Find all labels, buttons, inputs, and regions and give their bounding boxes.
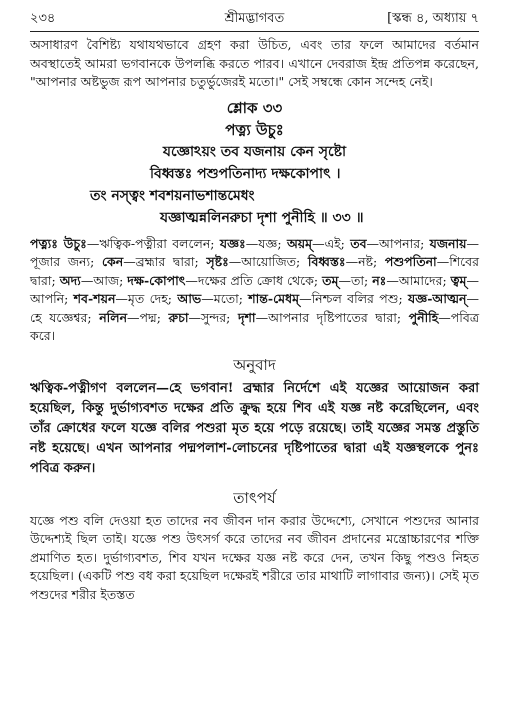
verse-line-1: যজ্ঞোঽয়ং তব যজনায় কেন সৃষ্টো xyxy=(162,143,347,160)
synonym-meaning: —যজ্ঞ; xyxy=(245,235,287,251)
synonym-meaning: —পদ্ম; xyxy=(127,309,169,325)
synonym-word: পত্ন্যঃ উচুঃ xyxy=(30,235,87,251)
synonym-meaning: —আপনার দৃষ্টিপাতের দ্বারা; xyxy=(255,309,409,325)
synonym-meaning: —নিশ্চল বলির পশু; xyxy=(299,291,409,306)
synonym-word: বিধ্বস্তঃ xyxy=(307,254,346,269)
synonym-meaning: —হে যজ্ঞেশ্বর; xyxy=(30,291,479,325)
synonym-word: যজ্ঞ-আত্মন্ xyxy=(408,291,467,306)
synonym-meaning: —শিবের দ্বারা; xyxy=(30,254,480,288)
synonym-meaning: —আজ; xyxy=(80,272,128,288)
translation-heading: অনুবাদ xyxy=(233,355,276,374)
synonym-word: দক্ষ-কোপাৎ xyxy=(127,272,186,288)
chapter-reference: [স্কন্ধ ৪, অধ্যায় ৭ xyxy=(387,11,479,26)
verse-line-4: যজ্ঞাত্মন্নলিনরুচা দৃশা পুনীহি ॥ ৩৩ ॥ xyxy=(160,209,364,226)
synonym-word: শান্ত-মেধম্ xyxy=(248,291,300,306)
synonym-word: কেন xyxy=(101,254,124,269)
header-rule xyxy=(30,31,479,32)
book-title: শ্রীমদ্ভাগবত xyxy=(224,11,285,26)
synonym-meaning: —মতো; xyxy=(201,291,249,306)
synonym-meaning: —দক্ষের প্রতি ক্রোধ থেকে; xyxy=(185,272,323,288)
synonym-word: তম্ xyxy=(322,272,339,288)
synonym-meaning: —পবিত্র করে। xyxy=(30,309,479,343)
synonym-word: নঃ xyxy=(372,272,387,288)
synonym-word: অদ্য xyxy=(59,272,81,288)
synonym-word: পুনীহি xyxy=(408,309,439,325)
page-body xyxy=(30,36,479,604)
synonym-word: যজনায় xyxy=(429,235,467,251)
synonym-meaning: —নষ্ট; xyxy=(345,254,385,269)
synonym-word: তব xyxy=(350,235,367,251)
synonym-word: পশুপতিনা xyxy=(384,254,437,269)
synonym-meaning: —সুন্দর; xyxy=(188,309,238,325)
synonym-word: ত্বম্ xyxy=(450,272,467,288)
synonym-word: আভ xyxy=(177,291,202,306)
page-header xyxy=(30,8,479,30)
synonym-meaning: —ঋত্বিক-পত্নীরা বললেন; xyxy=(86,235,220,251)
synonym-meaning: —মৃত দেহ; xyxy=(115,291,178,306)
purport-heading: তাৎপর্য xyxy=(233,488,276,507)
synonym-meaning: —পূজার জন্য; xyxy=(30,235,479,269)
page-number: ২৩৪ xyxy=(30,11,56,26)
verse-speaker: পত্ন্য উচুঃ xyxy=(225,120,284,139)
synonym-word: যজ্ঞঃ xyxy=(219,235,246,251)
synonym-meaning: —আপনার; xyxy=(366,235,430,251)
verse-line-2: বিধ্বস্তঃ পশুপতিনাদ্য দক্ষকোপাৎ । xyxy=(150,165,341,182)
synonym-word: দৃশা xyxy=(237,309,256,325)
translation-paragraph: ঋত্বিক-পত্নীগণ বললেন—হে ভগবান! ব্রহ্মার নির্দেশে এই যজ্ঞের আয়োজন করা হয়েছিল, কিন্তু দুর্ভাগ্যবশত দক্ষের প্রতি ক্রুদ্ধ হয়ে শিব এই যজ্ঞ নষ্ট করেছিলেন, এবং তাঁর ক্রোধের ফলে যজ্ঞে বলির পশুরা মৃত হয়ে পড়ে রয়েছে। তাই যজ্ঞের সমস্ত প্রস্তুতি নষ্ট হয়েছে। এখন আপনার পদ্মপলাশ-লোচনের দৃষ্টিপাতের দ্বারা এই যজ্ঞস্থলকে পুনঃ পবিত্র করুন। xyxy=(30,380,479,476)
synonym-word: নলিন xyxy=(99,309,128,325)
synonym-meaning: —আমাদের; xyxy=(386,272,451,288)
synonym-word: অয়ম্ xyxy=(286,235,313,251)
synonym-word: সৃষ্টঃ xyxy=(206,254,229,269)
purport-paragraph: যজ্ঞে পশু বলি দেওয়া হত তাদের নব জীবন দান করার উদ্দেশ্যে, সেখানে পশুদের আনার উদ্দেশ্যই ছিল তাই। যজ্ঞে পশু উৎসর্গ করে তাদের নব জীবন প্রদানের মন্ত্রোচ্চারণের শক্তি প্রমাণিত হত। দুর্ভাগ্যবশত, শিব যখন দক্ষের যজ্ঞ নষ্ট করে দেন, তখন কিছু পশুও নিহত হয়েছিল। (একটি পশু বধ করা হয়েছিল দক্ষেরই শরীরে তার মাথাটি লাগাবার জন্য)। সেই মৃত পশুদের শরীর ইতস্তত xyxy=(30,512,479,602)
verse-line-3: তং নস্ত্বং শবশয়নাভশান্তমেধং xyxy=(90,187,255,204)
synonym-meaning: —ব্রহ্মার দ্বারা; xyxy=(123,254,207,269)
synonyms-paragraph xyxy=(30,235,479,346)
synonym-meaning: —আয়োজিত; xyxy=(228,254,308,269)
synonym-word: শব-শয়ন xyxy=(73,291,116,306)
synonym-meaning: —আপনি; xyxy=(30,272,479,306)
intro-paragraph: অসাধারণ বৈশিষ্ট্য যথাযথভাবে গ্রহণ করা উচিত, এবং তার ফলে আমাদের বর্তমান অবস্থাতেই আমরা ভগবানকে উপলব্ধি করতে পারব। এখানে দেবরাজ ইন্দ্র প্রতিপন্ন করেছেন, "আপনার অষ্টভুজ রূপ আপনার চতুর্ভুজেরই মতো।" সেই সম্বন্ধে কোন সন্দেহ নেই। xyxy=(30,37,479,89)
synonym-word: রুচা xyxy=(168,309,189,325)
synonym-meaning: —তা; xyxy=(338,272,373,288)
verse-heading: শ্লোক ৩৩ xyxy=(226,98,283,117)
verse-block xyxy=(30,141,479,229)
synonym-meaning: —এই; xyxy=(312,235,351,251)
